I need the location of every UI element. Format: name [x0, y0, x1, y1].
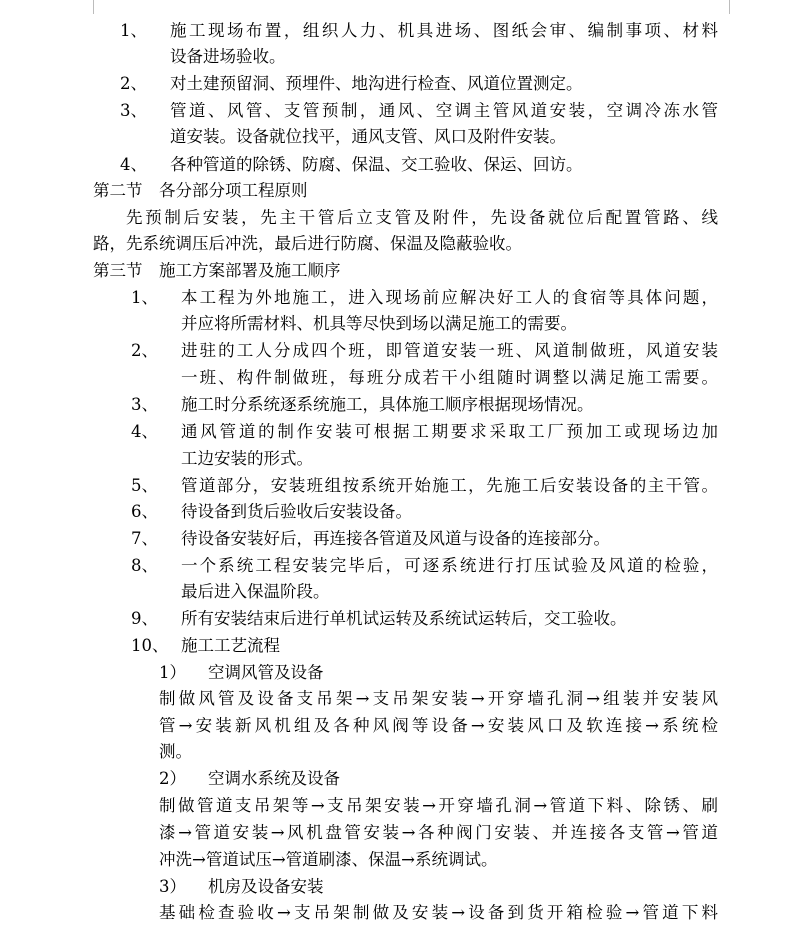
item-text: 一班、构件制做班，每班分成若干小组随时调整以满足施工需要。: [181, 368, 718, 387]
flow-number: 1）: [159, 663, 186, 682]
item-text: 管道、风管、支管预制，通风、空调主管风道安装，空调冷冻水管: [170, 101, 718, 120]
flow-text: 漆→管道安装→风机盘管安装→各种阀门安装、并连接各支管→管道: [159, 823, 718, 842]
section-2-heading: 第二节 各分部分项工程原则: [93, 181, 308, 200]
item-text: 施工现场布置，组织人力、机具进场、图纸会审、编制事项、材料: [170, 21, 718, 40]
item-text: 管道部分，安装班组按系统开始施工，先施工后安装设备的主干管。: [181, 476, 718, 495]
item-text: 并应将所需材料、机具等尽快到场以满足施工的需要。: [181, 314, 577, 333]
item-number: 7、: [131, 529, 158, 548]
item-text: 最后进入保温阶段。: [181, 582, 330, 601]
item-text: 本工程为外地施工，进入现场前应解决好工人的食宿等具体问题，: [181, 288, 718, 307]
flow-text: 制做管道支吊架等→支吊架安装→开穿墙孔洞→管道下料、除锈、刷: [159, 796, 718, 815]
flow-text: 管→安装新风机组及各种风阀等设备→安装风口及软连接→系统检: [159, 716, 718, 735]
item-text: 对土建预留洞、预埋件、地沟进行检查、风道位置测定。: [170, 74, 583, 93]
flow-number: 2）: [159, 769, 186, 788]
item-number: 4、: [120, 155, 147, 174]
item-text: 各种管道的除锈、防腐、保温、交工验收、保运、回访。: [170, 155, 583, 174]
flow-title: 空调风管及设备: [208, 663, 324, 682]
section-3-heading: 第三节 施工方案部署及施工顺序: [93, 261, 341, 280]
item-text: 道安装。设备就位找平，通风支管、风口及附件安装。: [170, 127, 566, 146]
item-text: 进驻的工人分成四个班，即管道安装一班、风道制做班，风道安装: [181, 341, 718, 360]
item-text: 设备进场验收。: [170, 47, 286, 66]
item-text: 工边安装的形式。: [181, 449, 313, 468]
item-text: 待设备到货后验收后安装设备。: [181, 502, 412, 521]
item-number: 6、: [131, 502, 158, 521]
item-number: 3、: [131, 395, 158, 414]
flow-text: 制做风管及设备支吊架→支吊架安装→开穿墙孔洞→组装并安装风: [159, 689, 718, 708]
paragraph-text: 路，先系统调压后冲洗，最后进行防腐、保温及隐蔽验收。: [93, 234, 522, 253]
item-number: 8、: [131, 556, 158, 575]
item-number: 2、: [120, 74, 147, 93]
item-number: 1、: [120, 21, 147, 40]
item-text: 通风管道的制作安装可根据工期要求采取工厂预加工或现场边加: [181, 422, 718, 441]
item-text: 待设备安装好后，再连接各管道及风道与设备的连接部分。: [181, 529, 610, 548]
item-text: 所有安装结束后进行单机试运转及系统试运转后，交工验收。: [181, 609, 627, 628]
paragraph-text: 先预制后安装，先主干管后立支管及附件，先设备就位后配置管路、线: [126, 208, 718, 227]
page-corner-mark-right: [729, 0, 730, 14]
item-number: 9、: [131, 609, 158, 628]
item-number: 1、: [131, 288, 158, 307]
flow-title: 空调水系统及设备: [208, 769, 340, 788]
flow-number: 3）: [159, 877, 186, 896]
item-number: 3、: [120, 101, 147, 120]
item-text: 施工工艺流程: [181, 636, 280, 655]
flow-text: 冲洗→管道试压→管道刷漆、保温→系统调试。: [159, 850, 498, 869]
item-number: 5、: [131, 476, 158, 495]
item-text: 施工时分系统逐系统施工，具体施工顺序根据现场情况。: [181, 395, 594, 414]
item-number: 2、: [131, 341, 158, 360]
flow-text: 基础检查验收→支吊架制做及安装→设备到货开箱检验→管道下料: [159, 903, 718, 922]
item-number: 4、: [131, 422, 158, 441]
page-corner-mark-left: [93, 0, 94, 14]
item-number: 10、: [131, 636, 169, 655]
flow-text: 测。: [159, 742, 192, 761]
item-text: 一个系统工程安装完毕后，可逐系统进行打压试验及风道的检验，: [181, 556, 718, 575]
flow-title: 机房及设备安装: [208, 877, 324, 896]
